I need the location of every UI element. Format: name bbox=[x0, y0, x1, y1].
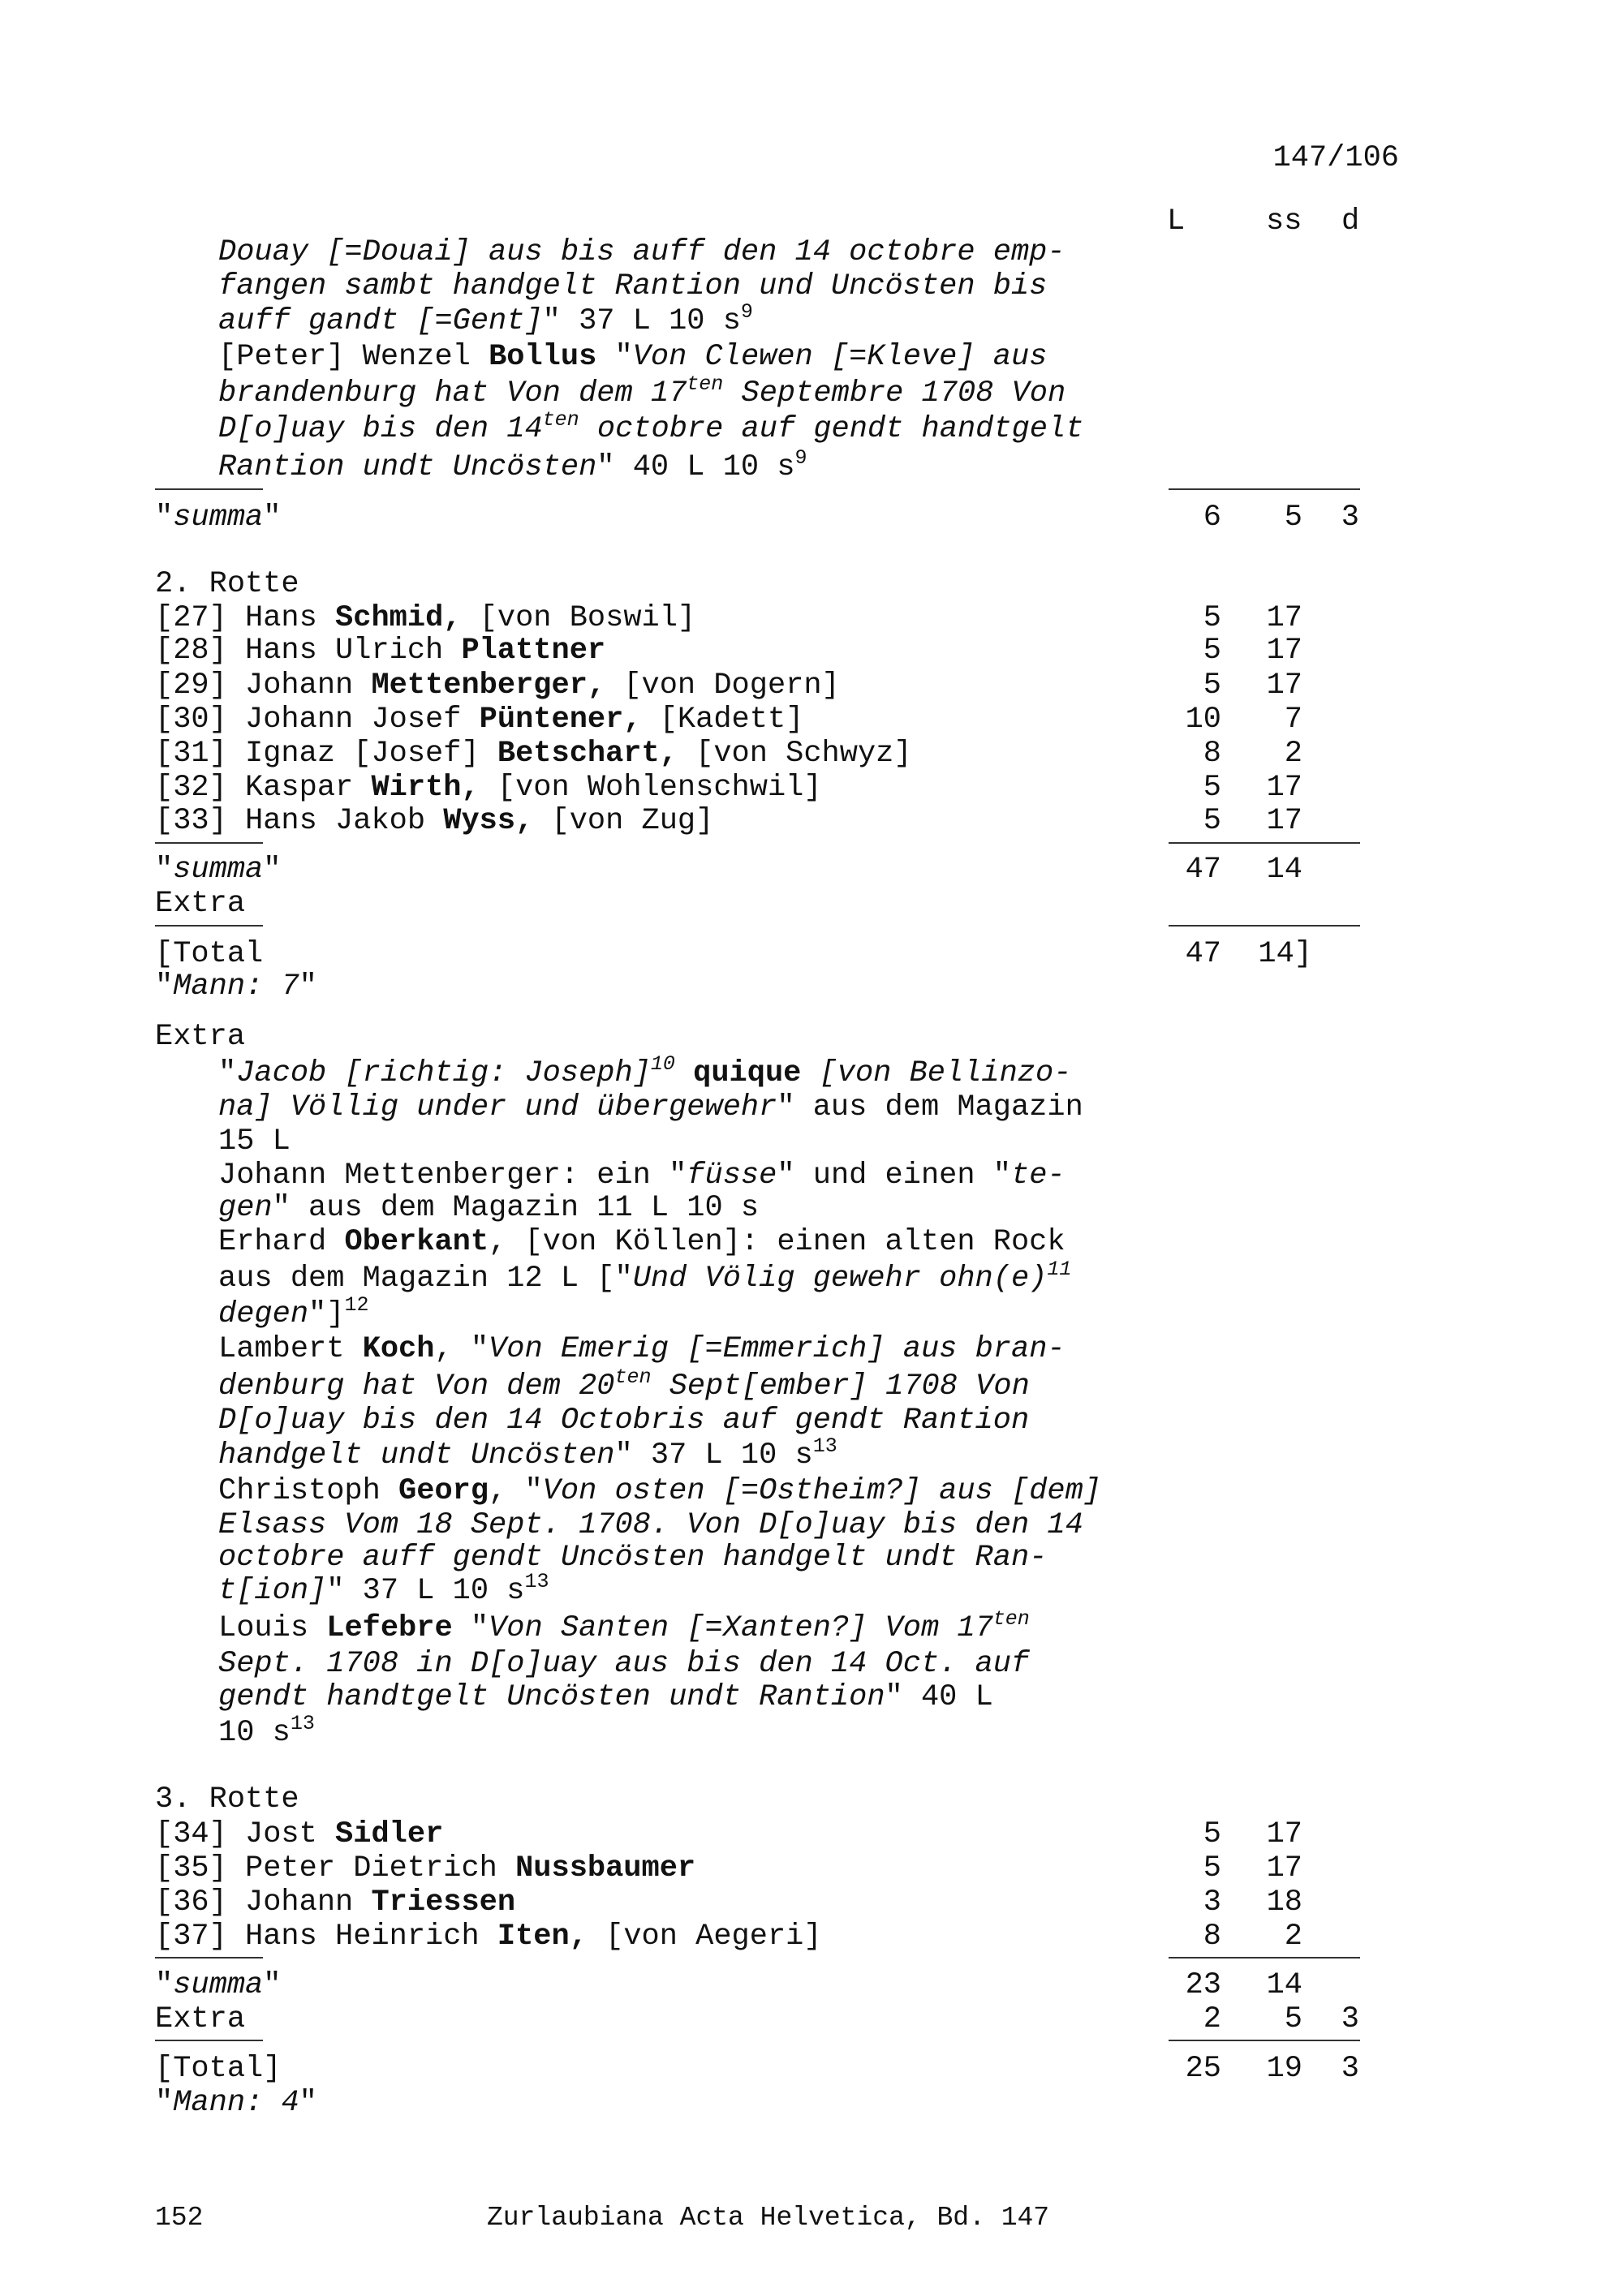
text-segment: [Total] bbox=[155, 2052, 282, 2087]
amount-ss: 14 bbox=[1266, 1967, 1302, 2002]
surname: Georg bbox=[398, 1473, 489, 1508]
text-segment: Extra bbox=[155, 887, 246, 922]
text-segment: Sept[ember] 1708 Von bbox=[651, 1369, 1030, 1404]
text-segment: , " bbox=[434, 1332, 489, 1367]
text-segment: , " bbox=[489, 1473, 543, 1508]
text-line bbox=[218, 407, 1084, 447]
text-segment: [von Zug] bbox=[533, 804, 714, 839]
amount-L: 25 bbox=[1185, 2052, 1221, 2087]
text-segment: [von Wohlenschwil] bbox=[479, 770, 822, 805]
text-segment: na] Völlig under und übergewehr bbox=[218, 1090, 777, 1125]
text-segment: " 37 L 10 s bbox=[614, 1438, 813, 1473]
surname: Iten, bbox=[497, 1919, 588, 1954]
text-segment: [30] Johann Josef bbox=[155, 703, 480, 737]
amount-ss: 2 bbox=[1284, 1919, 1302, 1954]
text-line bbox=[218, 1224, 1065, 1260]
text-segment: " aus dem Magazin bbox=[777, 1090, 1083, 1125]
text-segment: Louis bbox=[218, 1610, 327, 1645]
text-segment: Extra bbox=[155, 1019, 246, 1054]
amount-ss: 14] bbox=[1258, 937, 1312, 972]
text-segment: octobre auf gendt handtgelt bbox=[579, 411, 1084, 446]
text-segment: Johann Mettenberger: ein " bbox=[218, 1158, 687, 1193]
divider-rule bbox=[155, 2040, 263, 2041]
text-segment: t[ion] bbox=[218, 1574, 327, 1609]
surname: Mettenberger, bbox=[371, 669, 606, 703]
text-segment: " bbox=[155, 853, 174, 888]
divider-rule bbox=[155, 842, 263, 844]
superscript: ten bbox=[992, 1606, 1030, 1631]
surname: Oberkant bbox=[344, 1224, 489, 1259]
text-segment: summa bbox=[173, 500, 264, 535]
text-segment: Von Santen [=Xanten?] Vom 17 bbox=[489, 1610, 993, 1645]
text-segment: Erhard bbox=[218, 1224, 345, 1259]
text-segment: " bbox=[299, 2086, 317, 2121]
superscript: 13 bbox=[524, 1570, 549, 1594]
text-segment: Sept. 1708 in D[o]uay aus bis den 14 Oct. auf bbox=[218, 1646, 1030, 1681]
surname: Wyss, bbox=[443, 804, 534, 839]
text-segment: " bbox=[218, 1056, 237, 1091]
text-segment: " bbox=[596, 339, 633, 374]
text-segment: denburg hat Von dem 20 bbox=[218, 1369, 615, 1404]
amount-L: 3 bbox=[1203, 1885, 1221, 1920]
superscript: ten bbox=[614, 1365, 652, 1389]
text-segment: " bbox=[452, 1610, 489, 1645]
amount-ss: 17 bbox=[1266, 804, 1302, 839]
text-segment: Mann: 7 bbox=[173, 970, 299, 1004]
text-segment: gendt handtgelt Uncösten undt Rantion bbox=[218, 1680, 885, 1715]
text-line bbox=[218, 339, 1047, 375]
amount-ss: 17 bbox=[1266, 669, 1302, 703]
divider-rule bbox=[1169, 488, 1360, 490]
text-segment: " bbox=[299, 970, 317, 1004]
text-segment: " bbox=[263, 500, 282, 535]
text-segment: 3. Rotte bbox=[155, 1782, 299, 1817]
amount-ss: 18 bbox=[1266, 1885, 1302, 1920]
text-segment: handgelt undt Uncösten bbox=[218, 1438, 615, 1473]
text-segment: Von Emerig [=Emmerich] aus bran- bbox=[489, 1332, 1065, 1367]
text-segment: " 37 L 10 s bbox=[542, 304, 741, 339]
text-line bbox=[155, 803, 713, 839]
amount-ss: 5 bbox=[1284, 2001, 1302, 2036]
surname: quique bbox=[674, 1056, 802, 1091]
divider-rule bbox=[1169, 842, 1360, 844]
text-line bbox=[218, 1292, 369, 1332]
text-segment: Von Clewen [=Kleve] aus bbox=[632, 339, 1048, 374]
amount-L: 5 bbox=[1203, 804, 1221, 839]
text-segment: Christoph bbox=[218, 1473, 399, 1508]
divider-rule bbox=[155, 488, 263, 490]
text-line bbox=[218, 1540, 1047, 1576]
amount-ss: 14 bbox=[1266, 853, 1302, 888]
amount-L: 5 bbox=[1203, 669, 1221, 703]
text-segment: degen bbox=[218, 1296, 309, 1331]
text-line bbox=[218, 1365, 1030, 1404]
text-line bbox=[155, 600, 695, 636]
text-segment: Und Völig gewehr ohn(e) bbox=[632, 1262, 1048, 1296]
superscript: ten bbox=[542, 407, 579, 432]
text-line bbox=[218, 1679, 993, 1715]
surname: Betschart, bbox=[497, 736, 678, 771]
text-line bbox=[218, 1403, 1029, 1438]
text-segment: [Kadett] bbox=[641, 703, 804, 737]
amount-d: 3 bbox=[1341, 2001, 1359, 2036]
text-line bbox=[218, 1331, 1065, 1367]
text-line bbox=[155, 1919, 822, 1954]
text-line bbox=[218, 1090, 1083, 1125]
text-segment: Septembre 1708 Von bbox=[723, 376, 1066, 411]
text-segment: " bbox=[155, 2086, 174, 2121]
surname: Plattner bbox=[461, 633, 606, 668]
text-line bbox=[218, 1473, 1101, 1509]
text-segment: "] bbox=[308, 1296, 345, 1331]
amount-ss: 2 bbox=[1284, 736, 1302, 771]
text-segment: füsse bbox=[687, 1158, 777, 1193]
amount-L: 2 bbox=[1203, 2001, 1221, 2036]
text-line bbox=[218, 446, 807, 485]
amount-L: 10 bbox=[1185, 703, 1221, 737]
amount-L: 6 bbox=[1203, 500, 1221, 535]
divider-rule bbox=[1169, 925, 1360, 927]
amount-L: 5 bbox=[1203, 633, 1221, 668]
amount-L: 5 bbox=[1203, 1851, 1221, 1886]
superscript: 13 bbox=[812, 1434, 837, 1459]
text-line bbox=[155, 500, 281, 535]
surname: Lefebre bbox=[326, 1610, 453, 1645]
text-line bbox=[218, 372, 1066, 411]
superscript: 13 bbox=[290, 1711, 315, 1735]
text-line bbox=[155, 702, 803, 737]
text-segment: [33] Hans Jakob bbox=[155, 804, 444, 839]
text-line bbox=[155, 2051, 281, 2087]
text-line bbox=[155, 969, 317, 1004]
text-segment: " bbox=[155, 970, 174, 1004]
text-segment: [35] Peter Dietrich bbox=[155, 1851, 516, 1886]
amount-ss: 5 bbox=[1284, 500, 1302, 535]
text-segment: [von Bellinzo- bbox=[801, 1056, 1072, 1091]
text-segment: [von Dogern] bbox=[605, 669, 840, 703]
text-segment: summa bbox=[173, 853, 264, 888]
text-segment: octobre auff gendt Uncösten handgelt undt Ran- bbox=[218, 1540, 1048, 1575]
text-line bbox=[155, 633, 605, 669]
column-header-sols: ss bbox=[1266, 204, 1302, 239]
text-line bbox=[155, 1782, 299, 1817]
text-line bbox=[155, 2085, 317, 2121]
text-segment: " bbox=[155, 500, 174, 535]
text-segment: Jacob [richtig: Joseph] bbox=[236, 1056, 651, 1091]
text-line bbox=[218, 1258, 1072, 1296]
text-segment: [von Aegeri] bbox=[587, 1919, 822, 1954]
text-segment: [27] Hans bbox=[155, 600, 336, 635]
text-line bbox=[155, 886, 245, 922]
column-header-deniers: d bbox=[1341, 204, 1360, 239]
surname: Wirth, bbox=[371, 770, 480, 805]
text-segment: Rantion undt Uncösten bbox=[218, 450, 597, 485]
text-segment: auff gandt [=Gent] bbox=[218, 304, 543, 339]
text-line bbox=[155, 1817, 443, 1852]
text-segment: D[o]uay bis den 14 Octobris auf gendt Rantion bbox=[218, 1403, 1030, 1438]
amount-L: 23 bbox=[1185, 1967, 1221, 2002]
text-segment: Douay [=Douai] aus bis auff den 14 octobre emp- bbox=[218, 234, 1065, 269]
text-segment: te- bbox=[1010, 1158, 1065, 1193]
amount-L: 8 bbox=[1203, 1919, 1221, 1954]
text-line bbox=[155, 936, 263, 972]
superscript: 11 bbox=[1047, 1258, 1072, 1282]
text-segment: [37] Hans Heinrich bbox=[155, 1919, 497, 1954]
text-segment: " 40 L bbox=[885, 1680, 993, 1715]
amount-ss: 19 bbox=[1266, 2052, 1302, 2087]
text-line bbox=[155, 1851, 695, 1886]
surname: Triessen bbox=[371, 1885, 516, 1920]
surname: Nussbaumer bbox=[515, 1851, 696, 1886]
text-segment: gen bbox=[218, 1190, 273, 1225]
surname: Püntener, bbox=[479, 703, 642, 737]
text-segment: [29] Johann bbox=[155, 669, 372, 703]
text-segment: , [von Köllen]: einen alten Rock bbox=[489, 1224, 1065, 1259]
text-segment: [Total bbox=[155, 937, 264, 972]
text-line bbox=[218, 269, 1047, 304]
text-line bbox=[218, 1158, 1065, 1193]
text-segment: 2. Rotte bbox=[155, 566, 299, 601]
text-line bbox=[155, 736, 912, 772]
text-segment: " bbox=[263, 1967, 282, 2002]
text-segment: [36] Johann bbox=[155, 1885, 372, 1920]
text-segment: " 37 L 10 s bbox=[326, 1574, 525, 1609]
text-segment: Mann: 4 bbox=[173, 2086, 299, 2121]
superscript: 9 bbox=[794, 446, 807, 471]
amount-L: 47 bbox=[1185, 937, 1221, 972]
amount-L: 5 bbox=[1203, 600, 1221, 635]
text-line bbox=[218, 234, 1065, 270]
text-line bbox=[155, 2001, 245, 2037]
text-segment: [34] Jost bbox=[155, 1817, 336, 1852]
text-segment: " bbox=[155, 1967, 174, 2002]
text-segment: [von Boswil] bbox=[461, 600, 696, 635]
text-line bbox=[218, 1606, 1030, 1646]
text-segment: [32] Kaspar bbox=[155, 770, 372, 805]
text-line bbox=[218, 1507, 1083, 1543]
amount-ss: 7 bbox=[1284, 703, 1302, 737]
text-line bbox=[218, 300, 753, 339]
text-line bbox=[155, 566, 299, 602]
surname: Koch bbox=[362, 1332, 435, 1367]
text-line bbox=[218, 1711, 315, 1751]
superscript: 12 bbox=[344, 1292, 369, 1317]
text-line bbox=[155, 1019, 245, 1055]
text-line bbox=[218, 1434, 837, 1473]
text-segment: Lambert bbox=[218, 1332, 363, 1367]
divider-rule bbox=[1169, 1957, 1360, 1958]
text-segment: " und einen " bbox=[777, 1158, 1011, 1193]
text-segment: [Peter] Wenzel bbox=[218, 339, 489, 374]
amount-L: 47 bbox=[1185, 853, 1221, 888]
amount-ss: 17 bbox=[1266, 600, 1302, 635]
amount-L: 5 bbox=[1203, 1817, 1221, 1852]
amount-d: 3 bbox=[1341, 2052, 1359, 2087]
text-line bbox=[155, 1967, 281, 2003]
divider-rule bbox=[1169, 2040, 1360, 2041]
text-line bbox=[155, 852, 281, 888]
amount-ss: 17 bbox=[1266, 1851, 1302, 1886]
text-segment: aus dem Magazin 12 L [" bbox=[218, 1262, 633, 1296]
amount-d: 3 bbox=[1341, 500, 1359, 535]
column-header-livres: L bbox=[1167, 204, 1186, 239]
text-line bbox=[218, 1052, 1072, 1091]
surname: Schmid, bbox=[335, 600, 462, 635]
text-segment: D[o]uay bis den 14 bbox=[218, 411, 543, 446]
text-line bbox=[155, 770, 822, 806]
text-segment: fangen sambt handgelt Rantion und Uncösten bis bbox=[218, 269, 1048, 303]
surname: Sidler bbox=[335, 1817, 444, 1852]
text-segment: Von osten [=Ostheim?] aus [dem] bbox=[542, 1473, 1102, 1508]
text-line bbox=[218, 1570, 549, 1609]
text-line bbox=[155, 1885, 515, 1920]
superscript: ten bbox=[687, 372, 724, 397]
text-segment: 15 L bbox=[218, 1124, 291, 1159]
text-segment: [von Schwyz] bbox=[677, 736, 912, 771]
text-line bbox=[218, 1190, 759, 1226]
text-segment: summa bbox=[173, 1967, 264, 2002]
text-segment: Elsass Vom 18 Sept. 1708. Von D[o]uay bis den 14 bbox=[218, 1507, 1083, 1542]
amount-ss: 17 bbox=[1266, 1817, 1302, 1852]
text-segment: 10 s bbox=[218, 1715, 291, 1750]
divider-rule bbox=[155, 925, 263, 927]
text-segment: [28] Hans Ulrich bbox=[155, 633, 462, 668]
amount-ss: 17 bbox=[1266, 770, 1302, 805]
text-segment: " aus dem Magazin 11 L 10 s bbox=[272, 1190, 760, 1225]
text-segment: Extra bbox=[155, 2001, 246, 2036]
text-segment: " 40 L 10 s bbox=[596, 450, 795, 485]
divider-rule bbox=[155, 1957, 263, 1958]
amount-L: 8 bbox=[1203, 736, 1221, 771]
superscript: 9 bbox=[740, 300, 753, 325]
amount-L: 5 bbox=[1203, 770, 1221, 805]
footer-page-number: 152 bbox=[155, 2203, 204, 2233]
page-reference: 147/106 bbox=[1272, 141, 1399, 175]
text-line bbox=[155, 668, 840, 703]
text-segment: brandenburg hat Von dem 17 bbox=[218, 376, 687, 411]
text-segment: [31] Ignaz [Josef] bbox=[155, 736, 497, 771]
amount-ss: 17 bbox=[1266, 633, 1302, 668]
superscript: 10 bbox=[650, 1052, 675, 1077]
text-line bbox=[218, 1646, 1029, 1682]
surname: Bollus bbox=[489, 339, 597, 374]
text-line bbox=[218, 1124, 291, 1159]
footer-title: Zurlaubiana Acta Helvetica, Bd. 147 bbox=[487, 2203, 1050, 2233]
text-segment: " bbox=[263, 853, 282, 888]
